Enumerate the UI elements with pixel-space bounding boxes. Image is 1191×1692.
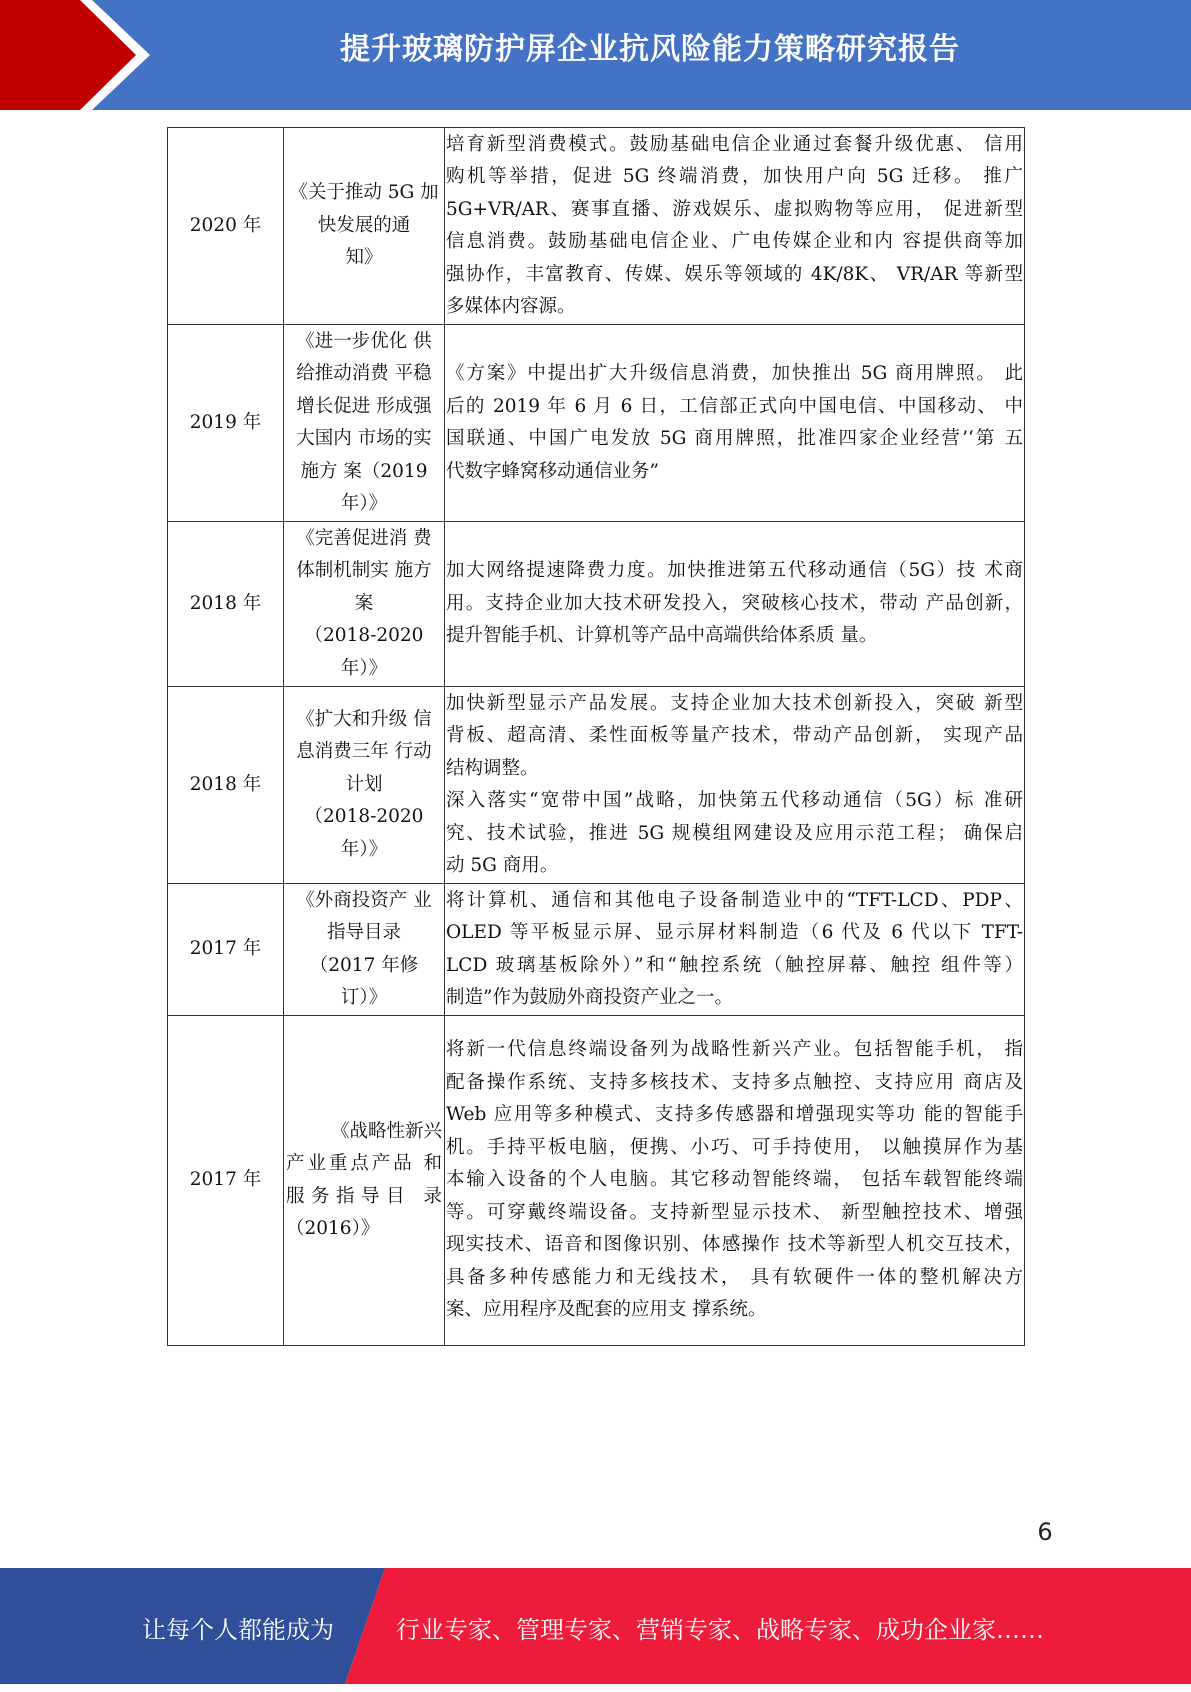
policy-content-cell [445,325,1025,522]
policy-content-line: 将新一代信息终端设备列为战略性新兴产业。包括智能手机， 指 [446,1039,1023,1061]
policy-content-line: 多媒体内容源。 [446,296,576,317]
policy-document-cell [284,325,445,522]
footer-slogan-left: 让每个人都能成为 [142,1616,334,1644]
policy-content-line: 加快新型显示产品发展。支持企业加大技术创新投入，突破 新型 [446,692,1023,714]
policy-content-line: 机。手持平板电脑，便携、小巧、可手持使用， 以触摸屏作为基 [446,1136,1023,1158]
policy-document-line: 《完善促进消 费 [296,527,432,549]
policy-document-line: 服务指导目 录 [286,1185,442,1207]
policy-content-line: 究、技术试验，推进 5G 规模组网建设及应用示范工程； 确保启 [446,822,1023,844]
policy-content-cell [445,128,1025,325]
year-cell: 2019 年 [168,325,284,522]
year-cell: 2020 年 [168,128,284,325]
policy-document-line: 施方 案（2019 [300,460,428,482]
policy-document-line: 快发展的通 [317,214,411,236]
policy-document-line: 指导目录 [326,922,401,943]
policy-document-line: 年）》 [340,657,388,679]
table-row [168,522,1025,687]
policy-content-line: 强协作，丰富教育、传媒、娱乐等领域的 4K/8K、 VR/AR 等新型 [446,263,1023,285]
policy-content-line: 配备操作系统、支持多核技术、支持多点触控、支持应用 商店及 [446,1071,1023,1093]
policy-document-line: （2017 年修 [309,954,419,976]
policy-document-line: （2018-2020 [304,625,424,647]
policy-content-line: 本输入设备的个人电脑。其它移动智能终端， 包括车载智能终端 [446,1169,1023,1191]
policy-document-line: 息消费三年 行动 [296,741,432,763]
policy-document-line: 体制机制实 施方 [296,560,432,582]
table-row [168,884,1025,1016]
policy-document-line: 年）》 [340,493,388,514]
policy-content-line: OLED 等平板显示屏、显示屏材料制造（6 代及 6 代以下 TFT- [446,922,1023,943]
policy-content-line: LCD 玻璃基板除外）”和“触控系统（触控屏幕、触控 组件等） [446,954,1023,976]
policy-document-line: 《外商投资产 业 [296,889,432,911]
policy-content-line: 购机等举措，促进 5G 终端消费，加快用户向 5G 迁移。 推广 [446,166,1023,187]
page-title: 提升玻璃防护屏企业抗风险能力策略研究报告 [340,32,960,67]
policy-content-line: 具备多种传感能力和无线技术， 具有软硬件一体的整机解决方 [446,1266,1023,1288]
policy-content-line: 《方案》中提出扩大升级信息消费，加快推出 5G 商用牌照。 此 [446,363,1023,384]
table-row [168,128,1025,325]
policy-content-line: 制造”作为鼓励外商投资产业之一。 [446,987,733,1008]
policy-document-line: 知》 [345,247,383,269]
policy-document-line: 《进一步优化 供 [296,330,432,352]
policy-content-line: 信息消费。鼓励基础电信企业、广电传媒企业和内 容提供商等加 [446,231,1023,252]
policy-content-line: 提升智能手机、计算机等产品中高端供给体系质 量。 [446,625,878,647]
policy-content-line: 加大网络提速降费力度。加快推进第五代移动通信（5G）技 术商 [446,560,1023,582]
policy-content-cell [445,1016,1025,1346]
policy-content-line: 背板、超高清、柔性面板等量产技术，带动产品创新， 实现产品 [446,725,1023,746]
year-cell: 2018 年 [168,687,284,884]
policy-document-cell [284,884,445,1016]
policy-content-line: Web 应用等多种模式、支持多传感器和增强现实等功 能的智能手 [446,1104,1023,1126]
policy-content-line: 用。支持企业加大技术研发投入，突破核心技术，带动 产品创新， [446,592,1023,614]
policy-document-cell [284,1016,445,1346]
policy-content-line: 培育新型消费模式。鼓励基础电信企业通过套餐升级优惠、 信用 [446,133,1023,155]
policy-content-line: 案、应用程序及配套的应用支 撑系统。 [446,1299,767,1321]
policy-content-line: 动 5G 商用。 [446,855,559,876]
page-number: 6 [1037,1518,1053,1546]
page-header [0,0,1191,110]
policy-document-line: 产业重点产品 和 [286,1153,442,1174]
policy-document-line: 《扩大和升级 信 [296,708,432,730]
policy-content-line: 等。可穿戴终端设备。支持新型显示技术、 新型触控技术、增强 [446,1201,1023,1223]
policy-document-line: 《战略性新兴 [330,1120,442,1142]
header-red-arrow-icon [0,0,150,110]
policy-document-line: 增长促进 形成强 [296,395,432,417]
page-footer [0,1568,1191,1684]
policy-content-line: 现实技术、语音和图像识别、体感操作 技术等新型人机交互技术， [446,1234,1023,1256]
policy-content-line: 将计算机、通信和其他电子设备制造业中的“TFT-LCD、PDP、 [446,889,1023,911]
policy-content-line: 深入落实“宽带中国”战略，加快第五代移动通信（5G）标 准研 [446,790,1023,811]
policy-document-line: 给推动消费 平稳 [296,363,432,384]
policy-document-line: 订）》 [340,987,388,1008]
policy-document-line: 计划 [345,773,383,795]
policy-document-cell [284,522,445,687]
policy-document-cell [284,687,445,884]
policy-content-cell [445,522,1025,687]
policy-document-cell [284,128,445,325]
footer-slogan-right: 行业专家、管理专家、营销专家、战略专家、成功企业家…… [396,1616,1044,1644]
table-row [168,687,1025,884]
year-cell: 2017 年 [168,1016,284,1346]
policy-document-line: 案 [354,592,374,614]
policy-document-line: （2016）》 [286,1218,380,1239]
policy-document-line: 《关于推动 5G 加 [289,182,439,204]
year-cell: 2017 年 [168,884,284,1016]
policy-content-line: 国联通、中国广电发放 5G 商用牌照，批准四家企业经营’‘第 五 [446,428,1023,449]
policy-document-line: （2018-2020 [304,806,424,828]
policy-document-line: 大国内 市场的实 [296,428,432,449]
policy-content-cell [445,687,1025,884]
policy-document-line: 年）》 [340,838,388,860]
year-cell: 2018 年 [168,522,284,687]
policy-content-cell [445,884,1025,1016]
policy-content-line: 5G+VR/AR、赛事直播、游戏娱乐、虚拟购物等应用， 促进新型 [446,198,1023,220]
table-row [168,1016,1025,1346]
table-row [168,325,1025,522]
policy-content-line: 后的 2019 年 6 月 6 日，工信部正式向中国电信、中国移动、 中 [446,395,1023,417]
policy-content-line: 代数字蜂窝移动通信业务” [446,460,659,482]
policy-table [167,127,1025,1346]
policy-content-line: 结构调整。 [446,757,539,779]
